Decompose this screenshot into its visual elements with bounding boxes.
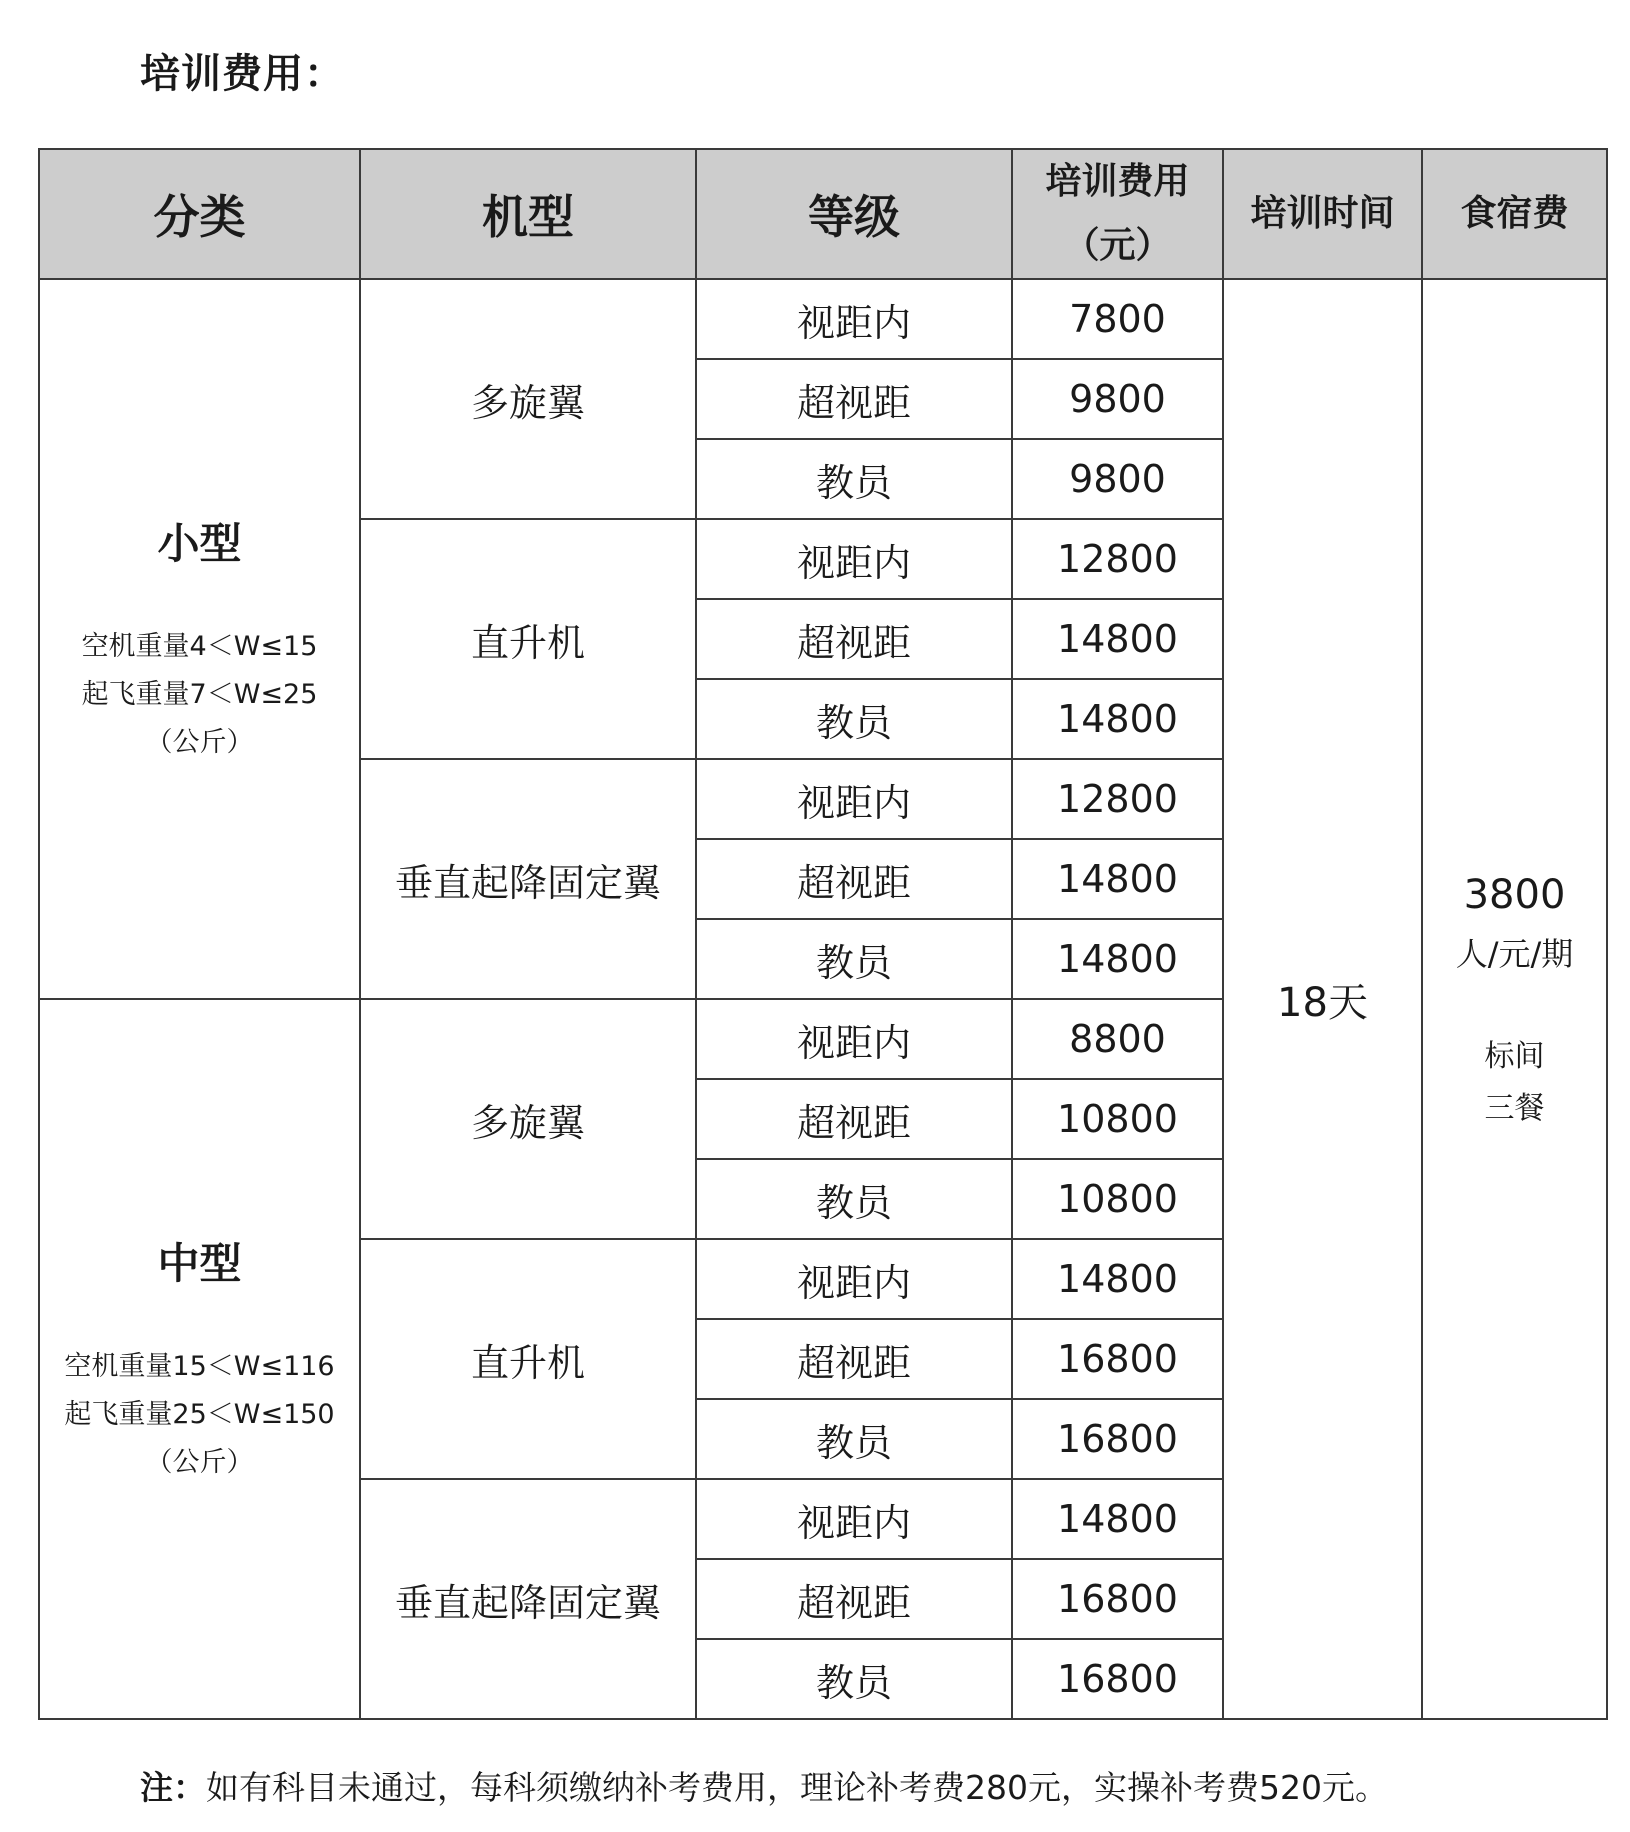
model-cell: 垂直起降固定翼 [360, 1479, 696, 1719]
category-name: 中型 [157, 1239, 242, 1288]
fee-cell: 14800 [1012, 599, 1223, 679]
category-spec-unit: （公斤） [145, 727, 254, 758]
training-fee-table [38, 148, 1608, 1720]
fee-cell: 12800 [1012, 759, 1223, 839]
fee-cell: 16800 [1012, 1319, 1223, 1399]
level-cell: 超视距 [696, 1559, 1012, 1639]
header-fee-line2: （元） [1063, 225, 1172, 266]
level-cell: 教员 [696, 679, 1012, 759]
footnote-label: 注： [140, 1768, 206, 1807]
fee-cell: 12800 [1012, 519, 1223, 599]
fee-cell: 8800 [1012, 999, 1223, 1079]
fee-cell: 16800 [1012, 1639, 1223, 1719]
category-spec-unit: （公斤） [145, 1447, 254, 1478]
lodging-price: 3800 [1463, 872, 1566, 918]
fee-cell: 14800 [1012, 839, 1223, 919]
level-cell: 超视距 [696, 599, 1012, 679]
header-lodging: 食宿费 [1422, 149, 1607, 279]
fee-cell: 14800 [1012, 1479, 1223, 1559]
duration-cell: 18天 [1223, 279, 1422, 1719]
footnote-text: 如有科目未通过，每科须缴纳补考费用，理论补考费280元，实操补考费520元。 [206, 1768, 1388, 1807]
category-spec-empty-weight: 空机重量15＜W≤116 [64, 1351, 335, 1382]
model-cell: 多旋翼 [360, 999, 696, 1239]
level-cell: 视距内 [696, 1239, 1012, 1319]
level-cell: 视距内 [696, 1479, 1012, 1559]
category-cell [39, 999, 360, 1719]
level-cell: 教员 [696, 919, 1012, 999]
header-model: 机型 [360, 149, 696, 279]
fee-cell: 9800 [1012, 439, 1223, 519]
category-spec-empty-weight: 空机重量4＜W≤15 [81, 631, 318, 662]
category-spec-takeoff-weight: 起飞重量7＜W≤25 [81, 679, 318, 710]
level-cell: 教员 [696, 1399, 1012, 1479]
level-cell: 超视距 [696, 839, 1012, 919]
level-cell: 教员 [696, 1639, 1012, 1719]
header-level: 等级 [696, 149, 1012, 279]
fee-cell: 10800 [1012, 1079, 1223, 1159]
category-name: 小型 [157, 519, 242, 568]
model-cell: 直升机 [360, 1239, 696, 1479]
category-cell [39, 279, 360, 999]
lodging-room: 标间 [1484, 1039, 1545, 1074]
level-cell: 超视距 [696, 1079, 1012, 1159]
level-cell: 视距内 [696, 759, 1012, 839]
header-fee-line1: 培训费用 [1045, 161, 1190, 202]
fee-cell: 14800 [1012, 919, 1223, 999]
fee-cell: 10800 [1012, 1159, 1223, 1239]
header-fee [1012, 149, 1223, 279]
table-row [39, 279, 1607, 359]
table-body [39, 279, 1607, 1719]
fee-cell: 7800 [1012, 279, 1223, 359]
table-header-row [39, 149, 1607, 279]
level-cell: 超视距 [696, 1319, 1012, 1399]
lodging-meals: 三餐 [1484, 1091, 1545, 1126]
level-cell: 视距内 [696, 279, 1012, 359]
page-title: 培训费用： [140, 51, 345, 97]
level-cell: 教员 [696, 439, 1012, 519]
level-cell: 超视距 [696, 359, 1012, 439]
level-cell: 教员 [696, 1159, 1012, 1239]
level-cell: 视距内 [696, 519, 1012, 599]
header-duration: 培训时间 [1223, 149, 1422, 279]
model-cell: 直升机 [360, 519, 696, 759]
category-spec-takeoff-weight: 起飞重量25＜W≤150 [64, 1399, 335, 1430]
level-cell: 视距内 [696, 999, 1012, 1079]
fee-cell: 16800 [1012, 1399, 1223, 1479]
fee-cell: 14800 [1012, 679, 1223, 759]
header-category: 分类 [39, 149, 360, 279]
fee-cell: 9800 [1012, 359, 1223, 439]
fee-cell: 14800 [1012, 1239, 1223, 1319]
footnote [140, 1762, 1388, 1809]
model-cell: 多旋翼 [360, 279, 696, 519]
lodging-cell [1422, 279, 1607, 1719]
lodging-unit: 人/元/期 [1455, 935, 1574, 973]
model-cell: 垂直起降固定翼 [360, 759, 696, 999]
fee-cell: 16800 [1012, 1559, 1223, 1639]
